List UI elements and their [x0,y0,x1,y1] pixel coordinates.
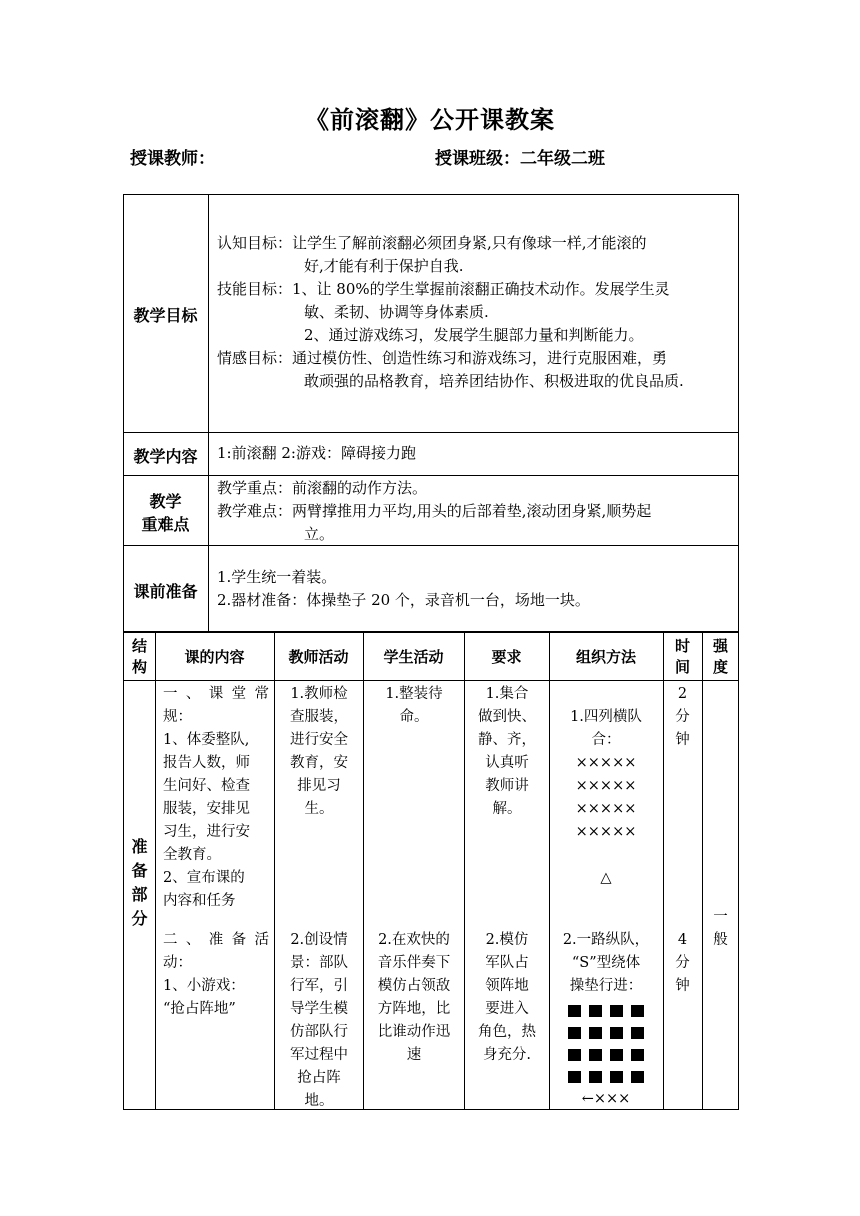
student-line: 比谁动作迅 [377,1024,451,1040]
org-line: 合： [591,732,621,748]
header-require: 要求 [491,648,522,666]
header-time-line: 时 [674,637,690,655]
content-line: 1、体委整队, [163,732,250,748]
header-org: 组织方法 [575,648,636,666]
goals-line: 好,才能有利于保护自我. [304,257,464,275]
mat-icon [631,1005,644,1017]
document-title: 《前滚翻》公开课教案 [305,105,555,134]
mat-icon [568,1005,581,1017]
goals-text [217,232,733,393]
require-line: 认真听 [485,755,529,771]
goals-line: 情感目标：通过模仿性、创造性练习和游戏练习，进行克服困难，勇 [217,349,668,367]
time-line: 钟 [675,978,690,994]
goals-line: 敢顽强的品格教育，培养团结协作、积极进取的优良品质. [304,372,684,390]
teacher-line: 生。 [304,801,334,817]
teacher-line: 行军，引 [290,978,348,994]
section-char: 准 [131,837,148,856]
mat-icon [610,1049,623,1061]
mat-grid [551,1000,661,1088]
col-line [274,632,275,1110]
time-line: 钟 [675,732,690,748]
teacher-line: 景：部队 [290,955,348,971]
mat-icon [589,1005,602,1017]
require-line: 2.模仿 [485,932,529,948]
requirement-b [467,929,547,1067]
student-activity-a [366,683,462,729]
content-line: 一、课堂常 [163,686,269,702]
require-line: 角色，热 [478,1024,536,1040]
col-line [702,632,703,1110]
header-teacher: 教师活动 [288,648,349,666]
require-line: 1.集合 [485,686,529,702]
teacher-line: 1.教师检 [290,686,348,702]
header-time [663,636,702,678]
header-student: 学生活动 [383,648,444,666]
goals-line: 认知目标：让学生了解前滚翻必须团身紧,只有像球一样,才能滚的 [217,234,647,252]
intensity-line: 般 [713,932,728,948]
student-line: 2.在欢快的 [378,932,450,948]
mat-icon [589,1027,602,1039]
key-line: 教学难点：两臂撑推用力平均,用头的后部着垫,滚动团身紧,顺势起 [217,502,652,520]
mat-icon [568,1049,581,1061]
header-time-line: 间 [674,658,690,676]
formation-row: ××××× [575,778,637,794]
formation-row: ××××× [575,824,637,840]
goals-line: 敏、柔韧、协调等身体素质. [304,303,489,321]
header-structure-line: 构 [131,658,147,676]
march-line: ←××× [581,1091,631,1107]
content-line: 生问好、检查 [163,778,250,794]
info-divider [208,194,209,632]
mat-icon [589,1071,602,1083]
teacher-line: 2.创设情 [290,932,348,948]
formation-row: ××××× [575,801,637,817]
student-line: 速 [406,1047,422,1063]
require-line: 静、齐， [478,732,536,748]
org-line: 操垫行进： [569,978,643,994]
require-line: 军队占 [485,955,529,971]
student-line: 音乐伴奏下 [377,955,451,971]
teacher-line: 进行安全 [290,732,348,748]
student-line: 模仿占领敌 [377,978,451,994]
prep-line: 2.器材准备：体操垫子 20 个，录音机一台，场地一块。 [217,591,590,609]
student-line: 方阵地，比 [377,1001,451,1017]
org-line: 1.四列横队 [570,709,642,725]
key-line: 立。 [304,525,335,543]
header-intensity-line: 度 [712,658,728,676]
goals-label: 教学目标 [133,306,198,325]
mat-icon [631,1071,644,1083]
key-label-2: 重难点 [141,515,190,534]
header-content: 课的内容 [184,648,245,666]
mat-icon [568,1027,581,1039]
col-line [464,632,465,1110]
intensity [702,906,739,952]
section-char: 分 [131,909,148,928]
content-line: “抢占阵地” [163,1001,236,1017]
student-line: 1.整装待 [385,686,443,702]
col-line [363,632,364,1110]
col-line [549,632,550,1110]
time-line: 2 [677,686,688,702]
teacher-line: 地。 [304,1093,334,1109]
time-line: 4 [677,932,688,948]
mat-icon [631,1049,644,1061]
mat-icon [610,1005,623,1017]
col-line [155,632,156,1110]
teacher-line: 仿部队行 [290,1024,348,1040]
content-line: 规： [163,709,192,725]
organization-b [551,929,661,1111]
content-line: 动： [163,955,192,971]
student-activity-b [366,929,462,1067]
content-line: 报告人数，师 [163,755,250,771]
info-row-line-1 [123,432,739,433]
header-structure-line: 结 [131,637,147,655]
time-line: 分 [675,709,690,725]
content-line: 二、准备活 [163,932,269,948]
goals-line: 技能目标：1、让 80%的学生掌握前滚翻正确技术动作。发展学生灵 [217,280,670,298]
info-row-line-2 [123,475,739,476]
require-line: 身充分. [482,1047,532,1063]
content-part-a [163,683,269,913]
teacher-triangle-icon: △ [600,870,612,886]
organization-a [551,706,661,890]
require-line: 做到快、 [478,709,536,725]
mat-icon [610,1071,623,1083]
content-line: 全教育。 [163,847,221,863]
student-line: 命。 [399,709,429,725]
formation-row: ××××× [575,755,637,771]
require-line: 教师讲 [485,778,529,794]
time-a [663,683,702,752]
mat-icon [589,1049,602,1061]
require-line: 要进入 [485,1001,529,1017]
content-line: 服装，安排见 [163,801,250,817]
mat-icon [631,1027,644,1039]
teacher-line: 军过程中 [290,1047,348,1063]
org-line: 2.一路纵队， [562,932,650,948]
content-part-b [163,929,269,1021]
header-structure [124,636,155,678]
content-text: 1:前滚翻 2:游戏：障碍接力跑 [217,444,416,462]
header-intensity [702,636,739,678]
intensity-line: 一 [713,909,728,925]
content-line: 内容和任务 [163,893,236,909]
teacher-line: 排见习 [297,778,341,794]
section-char: 备 [131,861,148,880]
teacher-line: 查服装， [290,709,348,725]
prep-line: 1.学生统一着装。 [217,568,337,586]
content-line: 1、小游戏： [163,978,245,994]
teacher-line: 教育，安 [290,755,348,771]
org-line: “S”型绕体 [571,955,641,971]
time-b [663,929,702,998]
section-label [124,835,155,931]
require-line: 领阵地 [485,978,529,994]
teacher-label: 授课教师： [130,149,215,169]
requirement-a [467,683,547,821]
key-text [217,477,733,546]
teacher-line: 抢占阵 [297,1070,341,1086]
content-line: 习生，进行安 [163,824,250,840]
mat-icon [568,1071,581,1083]
prep-label: 课前准备 [133,582,198,601]
section-char: 部 [131,885,148,904]
header-intensity-line: 强 [712,637,728,655]
prep-text [217,566,590,612]
goals-line: 2、通过游戏练习，发展学生腿部力量和判断能力。 [304,326,644,344]
content-line: 2、宣布课的 [163,870,245,886]
key-label-1: 教学 [149,492,182,511]
require-line: 解。 [492,801,522,817]
class-label: 授课班级：二年级二班 [435,149,605,169]
teacher-line: 导学生模 [290,1001,348,1017]
mat-icon [610,1027,623,1039]
teacher-activity-b [278,929,360,1113]
time-line: 分 [675,955,690,971]
key-line: 教学重点：前滚翻的动作方法。 [217,479,428,497]
teacher-activity-a [278,683,360,821]
lesson-header-line [123,680,739,681]
content-label: 教学内容 [133,447,198,466]
